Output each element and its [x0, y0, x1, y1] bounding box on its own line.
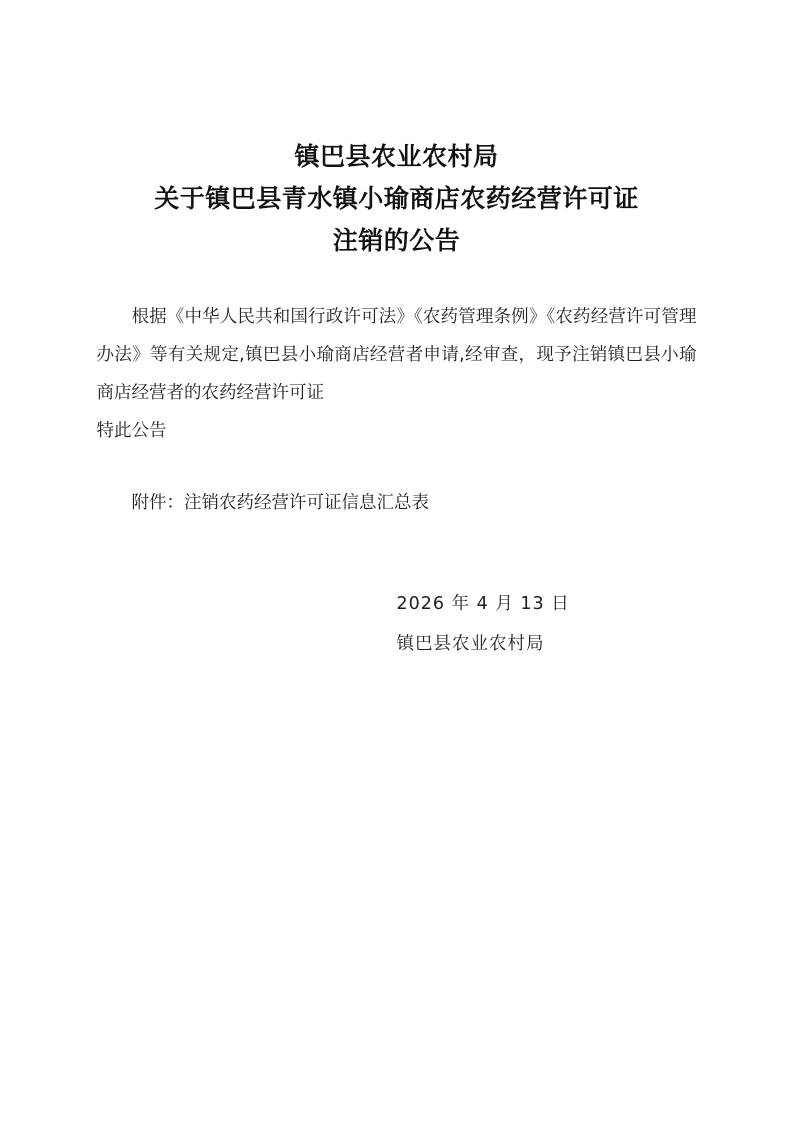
body-paragraph-2: 特此公告: [96, 421, 167, 441]
attachment-note: 附件：注销农药经营许可证信息汇总表: [131, 493, 429, 513]
title-line-3: 注销的公告: [332, 226, 461, 255]
page-title: [0, 0, 793, 262]
signature-block: [97, 522, 697, 664]
signature-date: 2026 年 4 月 13 日: [396, 594, 570, 614]
signature-issuer: 镇巴县农业农村局: [396, 634, 545, 654]
body-paragraph-1: 根据《中华人民共和国行政许可法》《农药管理条例》《农药经营许可管理办法》等有关规定,镇巴县小瑜商店经营者申请,经审查，现予注销镇巴县小瑜商店经营者的农药经营许可证: [96, 307, 697, 403]
document-body: [97, 262, 697, 450]
title-line-2: 关于镇巴县青水镇小瑜商店农药经营许可证: [154, 184, 639, 213]
title-line-1: 镇巴县农业农村局: [294, 142, 499, 171]
